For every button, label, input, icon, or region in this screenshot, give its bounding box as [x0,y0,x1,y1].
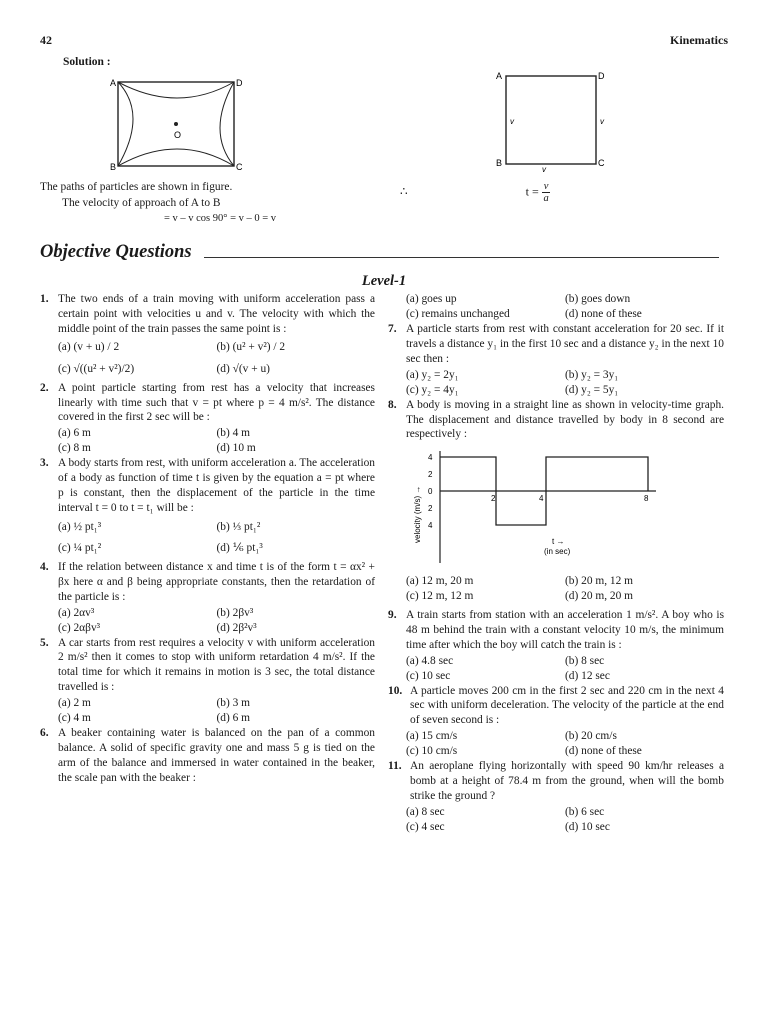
option: (b) 8 sec [565,654,605,667]
option: (a) 2 m [58,696,91,709]
left-column [40,292,375,786]
option: (d) none of these [565,745,642,758]
option: (a) y₂ = 2y₁ [406,368,459,381]
option: (d) 2β²v³ [216,621,257,634]
right-column [388,292,724,835]
question-number: 10. [388,684,403,697]
question-8 [388,398,724,604]
option: (b) (u² + v²) / 2 [216,341,286,354]
solution-line-1: The paths of particles are shown in figure. [40,181,233,193]
fig2-velocity-label-bottom: v [542,165,546,174]
solution-line-2: The velocity of approach of A to B [62,196,221,209]
section-title-rule [204,257,719,258]
t-equals: t = [525,184,539,199]
option: (d) √(v + u) [216,363,270,376]
y-tick: 4 [428,453,433,463]
option: (b) 20 m, 12 m [565,574,634,587]
t-numerator: v [543,181,549,192]
question-text: An aeroplane flying horizontally with speed 90 km/hr releases a bomb at a height of 78.4 m from the ground, when will the bomb strike the ground ? [410,760,724,802]
option: (b) y₂ = 3y₁ [565,368,619,381]
solution-time-equation [400,181,550,204]
option: (c) √((u² + v²)/2) [58,363,135,376]
option: (c) 12 m, 12 m [406,590,474,603]
question-number: 11. [388,760,402,773]
solution-figure-square [492,68,608,174]
fig1-label-o: O [174,130,182,140]
question-6-options [388,292,724,322]
x-axis-unit: (in sec) [544,547,571,557]
fig2-label-d: D [598,71,605,81]
option: (b) 20 cm/s [565,730,617,743]
option: (a) 4.8 sec [406,654,454,667]
question-number: 9. [388,609,397,622]
question-text: A particle moves 200 cm in the first 2 sec and 220 cm in the next 4 sec with uniform deceleration. The velocity of the particle at the end of seven second is : [410,684,724,727]
option: (a) 6 m [58,427,91,440]
question-number: 4. [40,561,49,574]
question-number: 6. [40,727,49,740]
option: (a) ½ pt₁³ [58,520,102,533]
fig1-label-a: A [110,78,117,88]
option: (d) 10 m [216,442,256,455]
option: (a) goes up [406,293,457,305]
option: (c) 2αβv³ [58,621,101,634]
x-tick: 4 [539,494,544,504]
option: (b) 4 m [216,427,251,440]
question-10 [388,684,724,760]
y-tick: 2 [428,470,433,480]
option: (a) 8 sec [406,805,445,818]
y-tick: 2 [428,504,433,514]
question-5 [40,636,375,726]
question-9 [388,608,724,684]
solution-label: Solution : [63,56,111,68]
fig2-velocity-label-right: v [600,117,604,126]
level-heading: Level-1 [361,273,407,289]
solution-text [40,180,370,226]
velocity-time-graph [388,447,724,565]
question-text: If the relation between distance x and time t is of the form t = αx² + βx here α and β being appropriate constants, then the retardation of the particle is : [58,561,375,603]
option: (b) 2βv³ [216,606,254,619]
option: (b) 3 m [216,696,251,709]
fig1-label-b: B [110,162,117,172]
question-text: A body is moving in a straight line as shown in velocity-time graph. The displacement and distance travelled by body in 8 second are respectively : [406,398,724,441]
option: (d) 12 sec [565,669,610,682]
question-7 [388,322,724,398]
option: (d) y₂ = 5y₁ [565,383,619,396]
question-number: 5. [40,636,49,649]
question-number: 3. [40,457,49,470]
question-text: A body starts from rest, with uniform acceleration a. The acceleration of a body as function of time t is given by the equation a = pt where p is constant, then the displacement of the particle in the time interval t = 0 to t = t₁ will be : [58,457,375,514]
question-text: A beaker containing water is balanced on the pan of a common balance. A solid of specific gravity one and mass 5 g is tied on the arm of the balance and immersed in water contained in the beaker, the scale pan with the beaker : [58,727,375,784]
option: (c) 10 cm/s [406,745,458,758]
question-1 [40,292,375,381]
t-denominator: a [543,193,549,205]
option: (a) (v + u) / 2 [58,341,120,354]
therefore-symbol: ∴ [400,184,408,199]
y-tick: 0 [428,487,433,497]
question-number: 8. [388,398,397,411]
fig2-label-a: A [496,71,503,81]
option: (a) 15 cm/s [406,730,458,743]
section-title: Objective Questions [40,242,192,262]
option: (c) 10 sec [406,669,451,682]
question-11 [388,759,724,835]
fig2-velocity-label-left: v [510,117,514,126]
option: (c) 8 m [58,442,91,455]
option: (d) 20 m, 20 m [565,590,634,603]
x-axis-arrow: t → [552,537,565,547]
question-text: The two ends of a train moving with uniform acceleration pass a certain point with velocities u and v. The velocity with which the middle point of the train passes the same point is : [58,293,375,335]
y-tick: 4 [428,521,433,531]
fig2-label-c: C [598,158,605,168]
option: (c) remains unchanged [406,308,510,321]
question-text: A car starts from rest requires a velocity v with uniform acceleration 2 m/s² then it comes to stop with uniform retardation 4 m/s². If the total time for which it remains in motion is 3 sec, the total distance travelled is : [58,636,375,694]
question-number: 1. [40,293,49,305]
fig2-label-b: B [496,158,503,168]
option: (b) goes down [565,293,631,305]
question-6 [40,726,375,785]
fig1-label-d: D [236,78,243,88]
option: (b) 6 sec [565,805,605,818]
question-2 [40,381,375,457]
question-4 [40,560,375,636]
option: (c) 4 sec [406,820,445,833]
option: (a) 2αv³ [58,606,95,619]
option: (d) none of these [565,308,642,321]
option: (b) ⅓ pt₁² [216,520,261,533]
option: (d) ⅙ pt₁³ [216,542,263,555]
solution-line-3: = v – v cos 90° = v – 0 = v [163,212,277,224]
option: (d) 10 sec [565,820,610,833]
option: (a) 12 m, 20 m [406,574,474,587]
option: (c) ¼ pt₁² [58,542,102,555]
option: (c) y₂ = 4y₁ [406,383,459,396]
solution-figure-paths [108,74,248,172]
x-tick: 2 [491,494,496,504]
x-tick: 8 [644,494,649,504]
question-number: 2. [40,381,49,394]
question-text: A point particle starting from rest has a velocity that increases linearly with time such that v = pt where p = 4 m/s². The distance covered in the first 2 sec will be : [58,381,375,424]
question-text: A train starts from station with an acceleration 1 m/s². A boy who is 48 m behind the train with a constant velocity 10 m/s, the minimum time after which the boy will catch the train is : [406,609,724,651]
running-head: Kinematics [670,33,728,47]
option: (d) 6 m [216,712,251,724]
question-3 [40,456,375,560]
option: (c) 4 m [58,712,91,724]
question-number: 7. [388,323,397,336]
y-axis-label: velocity (m/s) → [413,485,422,544]
fig1-label-c: C [236,162,243,172]
page-number: 42 [40,33,52,47]
question-text: A particle starts from rest with constant acceleration for 20 sec. If it travels a distance y₁ in the first 10 sec and a distance y₂ in the next 10 sec then : [406,323,724,365]
